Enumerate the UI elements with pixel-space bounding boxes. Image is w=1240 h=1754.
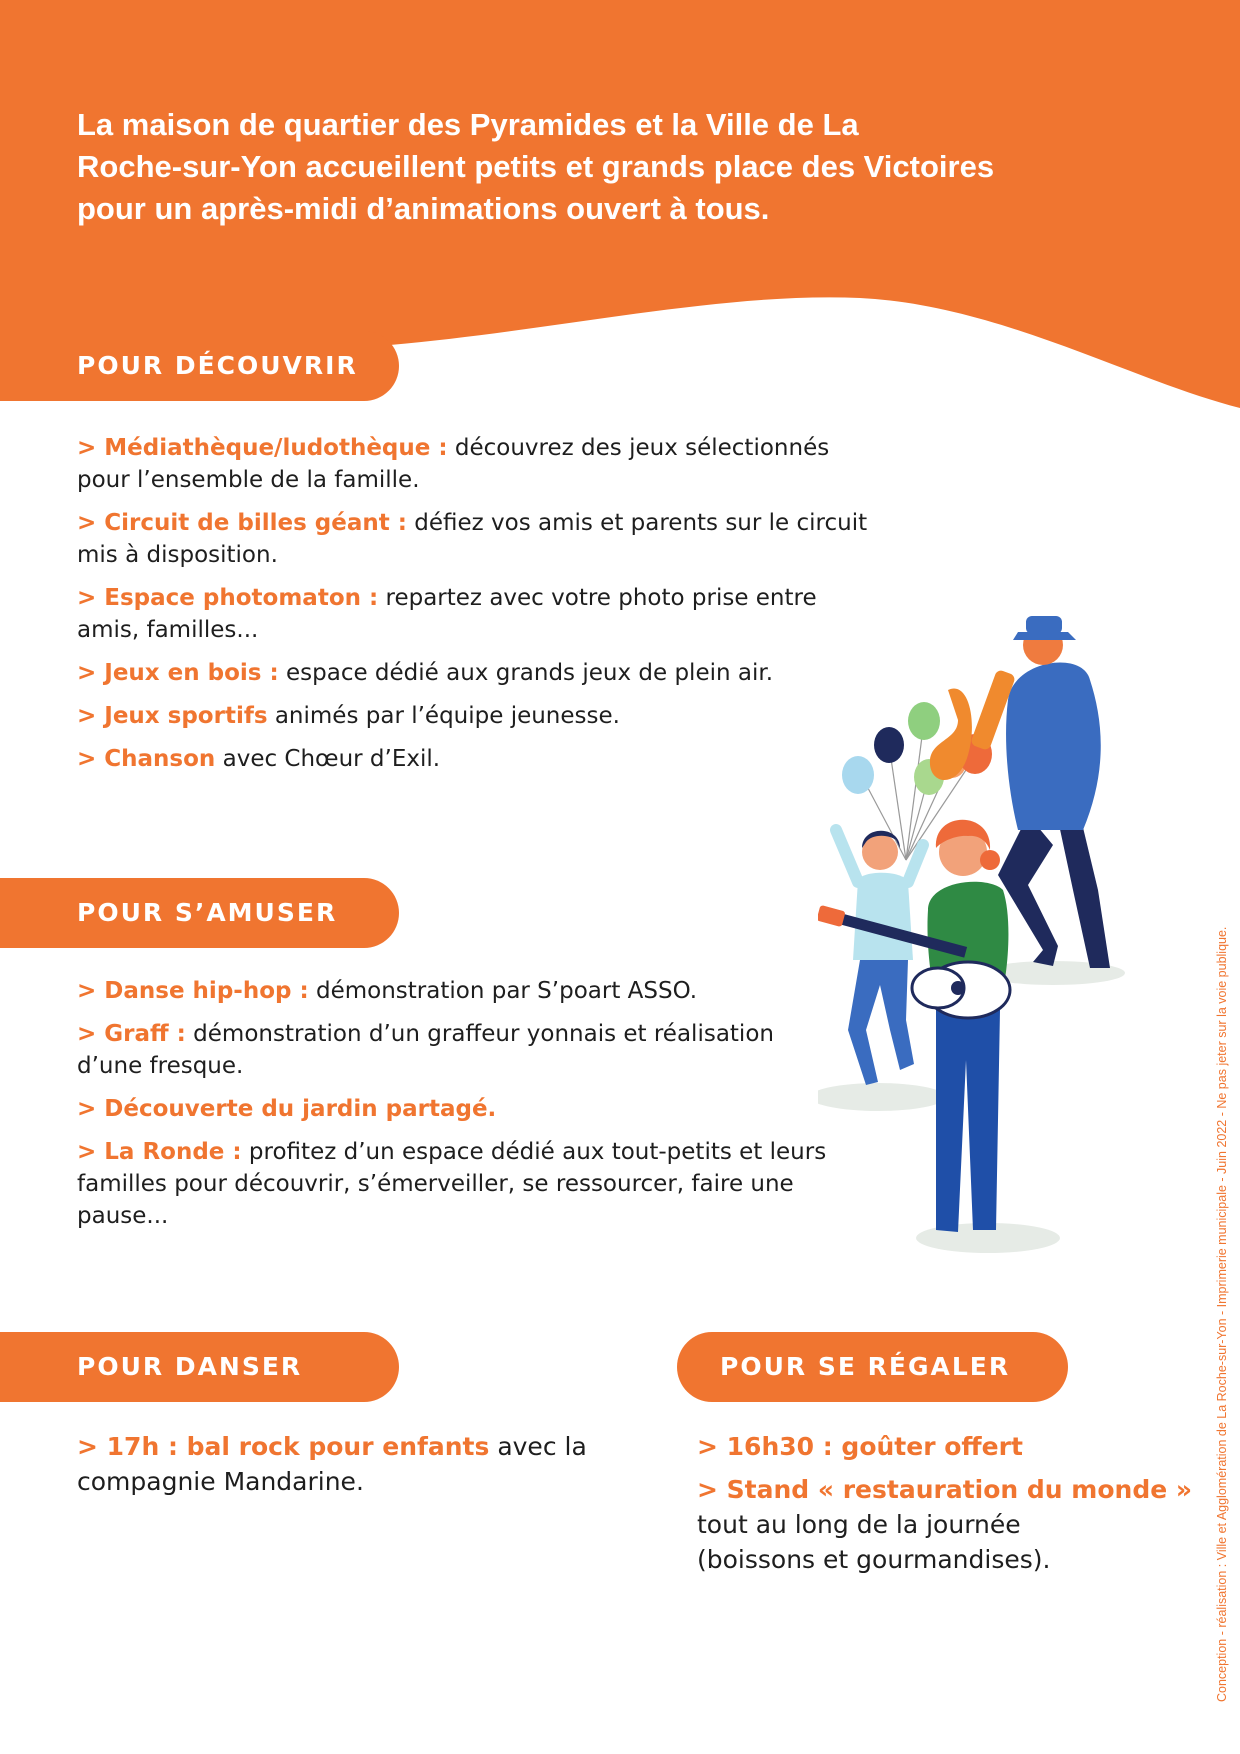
- item-text: avec Chœur d’Exil.: [215, 746, 441, 772]
- item-text: animés par l’équipe jeunesse.: [267, 703, 620, 729]
- intro-line: La maison de quartier des Pyramides et la Ville de La: [77, 107, 859, 142]
- item-highlight: > 17h : bal rock pour enfants: [77, 1432, 490, 1461]
- item-text: démonstration par S’poart ASSO.: [308, 978, 698, 1004]
- item-text: démonstration d’un graffeur yonnais et réalisation: [185, 1021, 774, 1047]
- item-text: (boissons et gourmandises).: [697, 1545, 1051, 1574]
- section-title-decouvrir: POUR DÉCOUVRIR: [0, 331, 399, 401]
- list-amuser: [77, 975, 826, 1243]
- list-item: [77, 507, 867, 571]
- item-text: avec la: [489, 1432, 587, 1461]
- item-highlight: > Jeux sportifs: [77, 703, 268, 729]
- item-text: pour l’ensemble de la famille.: [77, 467, 420, 493]
- list-danser: [77, 1429, 587, 1507]
- list-item: [77, 975, 826, 1007]
- item-highlight: > Jeux en bois :: [77, 660, 279, 686]
- item-highlight: > Chanson: [77, 746, 216, 772]
- section-title-danser: POUR DANSER: [0, 1332, 399, 1402]
- list-regaler: [697, 1429, 1192, 1585]
- item-highlight: > Découverte du jardin partagé.: [77, 1096, 497, 1122]
- item-text: mis à disposition.: [77, 542, 278, 568]
- list-item: [77, 582, 867, 646]
- list-item: [77, 743, 867, 775]
- item-text: compagnie Mandarine.: [77, 1467, 364, 1496]
- item-text: découvrez des jeux sélectionnés: [447, 435, 830, 461]
- list-decouvrir: [77, 432, 867, 786]
- child-icon: [836, 830, 923, 1085]
- item-highlight: > Danse hip-hop :: [77, 978, 309, 1004]
- list-item: [77, 432, 867, 496]
- item-highlight: > 16h30 : goûter offert: [697, 1432, 1023, 1461]
- intro-line: pour un après-midi d’animations ouvert à tous.: [77, 191, 770, 226]
- list-item: [77, 1093, 826, 1125]
- list-item: [77, 1018, 826, 1082]
- print-credits: Conception - réalisation : Ville et Agglomération de La Roche-sur-Yon - Imprimerie municipale - Juin 2022 - Ne pas jeter sur la voie publique.: [1215, 926, 1229, 1702]
- item-highlight: > Stand « restauration du monde »: [697, 1475, 1193, 1504]
- item-highlight: > Graff :: [77, 1021, 186, 1047]
- section-title-amuser: POUR S’AMUSER: [0, 878, 399, 948]
- list-item: [77, 700, 867, 732]
- item-text: familles pour découvrir, s’émerveiller, se ressourcer, faire une: [77, 1171, 794, 1197]
- item-text: tout au long de la journée: [697, 1510, 1021, 1539]
- item-highlight: > Circuit de billes géant :: [77, 510, 407, 536]
- musicians-and-balloons-illustration: [818, 590, 1128, 1260]
- item-text: pause...: [77, 1203, 169, 1229]
- item-text: d’une fresque.: [77, 1053, 244, 1079]
- list-item: [697, 1472, 1192, 1577]
- intro-line: Roche-sur-Yon accueillent petits et grands place des Victoires: [77, 149, 995, 184]
- list-item: [77, 1429, 587, 1499]
- item-text: profitez d’un espace dédié aux tout-petits et leurs: [241, 1139, 827, 1165]
- item-text: défiez vos amis et parents sur le circuit: [406, 510, 868, 536]
- item-text: amis, familles...: [77, 617, 259, 643]
- list-item: [77, 657, 867, 689]
- list-item: [77, 1136, 826, 1232]
- item-highlight: > La Ronde :: [77, 1139, 242, 1165]
- intro-text: [77, 104, 1157, 230]
- item-text: espace dédié aux grands jeux de plein air.: [278, 660, 774, 686]
- item-text: repartez avec votre photo prise entre: [378, 585, 817, 611]
- item-highlight: > Espace photomaton :: [77, 585, 379, 611]
- item-highlight: > Médiathèque/ludothèque :: [77, 435, 448, 461]
- section-title-regaler: POUR SE RÉGALER: [677, 1332, 1068, 1402]
- list-item: [697, 1429, 1192, 1464]
